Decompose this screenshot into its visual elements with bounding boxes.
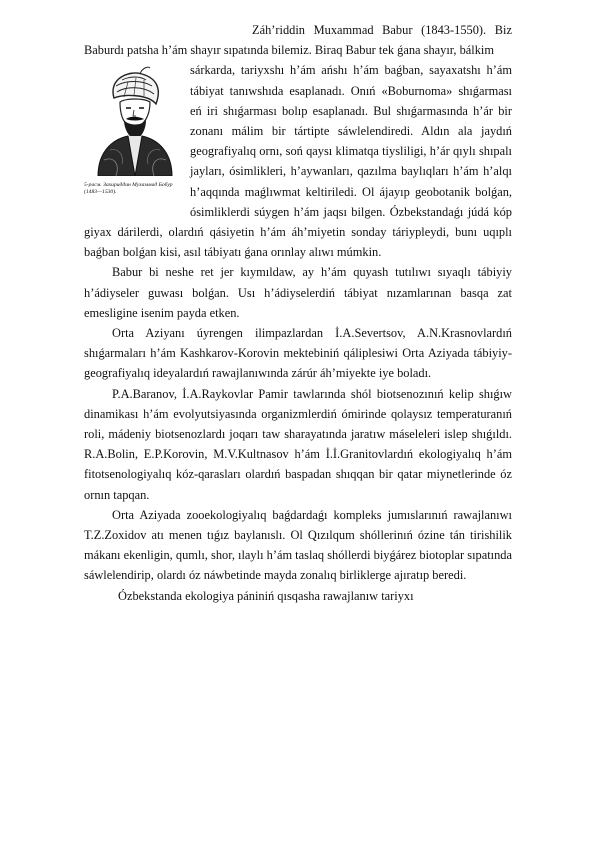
babur-portrait-icon bbox=[84, 64, 182, 176]
document-body bbox=[84, 20, 512, 606]
babur-figure bbox=[84, 64, 182, 204]
paragraph-babur-continued: sárkarda, tariyxshı h’ám ańshı h’ám baǵban, sayaxatshı h’ám tábiyat tanıwshıda esaplanadı. Onıń «Boburnoma» shıǵarması eń iri shıǵarması bolıp esaplanadı. Bul shıǵarmasında h’ár bir zonanı málim bir tártipte sáwlelendiredi. Aldın ala jaydıń geografiyalıq ornı, soń qaysı klimatqa tiysliligi, h’ár qıylı shıpalı jayları, ósimlikleri, h’aywanları, qazılma baylıqları h’ám h’alqı h’aqqında maǵlıwmat keltiriledi. Ol ájayıp geobotanik bolǵan, ósimliklerdi súygen h’ám jaqsı bilgen. Ózbekstandaǵı júdá kóp giyax dárilerdi, olardıń qásiyetin h’ám áh’miyetin sonday táriypleydi, bunı uqıplı baǵban bolǵan kisi, asıl tábiyatı ǵana orınlay alıwı múmkin. bbox=[84, 63, 512, 260]
paragraph-zooecology: Orta Aziyada zooekologiyalıq baǵdardaǵı kompleks jumıslarınıń rawajlanıwı T.Z.Zoxidov atı menen tıǵız baylanıslı. Ol Qızılqum shóllerinıń ózine tán tirishilik mákanı ekenligin, qumlı, shor, ılaylı h’ám taslaq shóllerdi biyǵárez biotoplar sıpatında sáwlelendirip, olardı óz náwbetinde mayda zonalıq birliklerge ajıratıp beredi. bbox=[84, 507, 512, 583]
paragraph-pamir-research: P.A.Baranov, İ.A.Raykovlar Pamir tawlarında shól biotsenozınıń kelip shıǵıw dinamikası h’ám evolyutsiyasında organizmlerdiń ómirinde qolaysız temperaturanıń roli, mádeniy biotsenozlardı joqarı taw sharayatında jaratıw máseleleri islep shıǵıldı. R.A.Bolin, E.P.Korovin, M.V.Kultnasov h’ám İ.İ.Granitovlardıń ekologiyalıq h’ám fitotsenologiyalıq kóz-qarasları olardıń baspadan shıqqan bir qatar miynetlerinde óz ornın tapqan. bbox=[84, 386, 512, 502]
section-heading: Ózbekstanda ekologiya pániniń qısqasha rawajlanıw tariyxı bbox=[118, 588, 414, 603]
paragraph-natural-phenomena: Babur bi neshe ret jer kıymıldaw, ay h’ám quyash tutılıwı sıyaqlı tábiyiy h’ádiyseler guwası bolǵan. Usı h’ádiyselerdiń tábiyat nızamlarınan basqa zat emesligine isenim payda etken. bbox=[84, 265, 512, 320]
paragraph-central-asia-scientists: Orta Aziyanı úyrengen ilimpazlardan İ.A.Severtsov, A.N.Krasnovlardıń shıǵarmaları h’ám Kashkarov-Korovin mektebiniń qáliplesiwi Orta Aziyada tábiyiy-geografiyalıq ideyalardıń rawajlanıwında zárúr áh’miyekte iye boladı. bbox=[84, 326, 512, 381]
figure-caption: 5-расм. Захириддин Мухаммад Бобур (1483—1530). bbox=[84, 182, 173, 195]
paragraph-babur-intro: Záh’riddin Muxammad Babur (1843-1550). Biz Baburdı patsha h’ám shayır sıpatında bilemiz. Biraq Babur tek ǵana shayır, bálkim bbox=[84, 23, 512, 58]
